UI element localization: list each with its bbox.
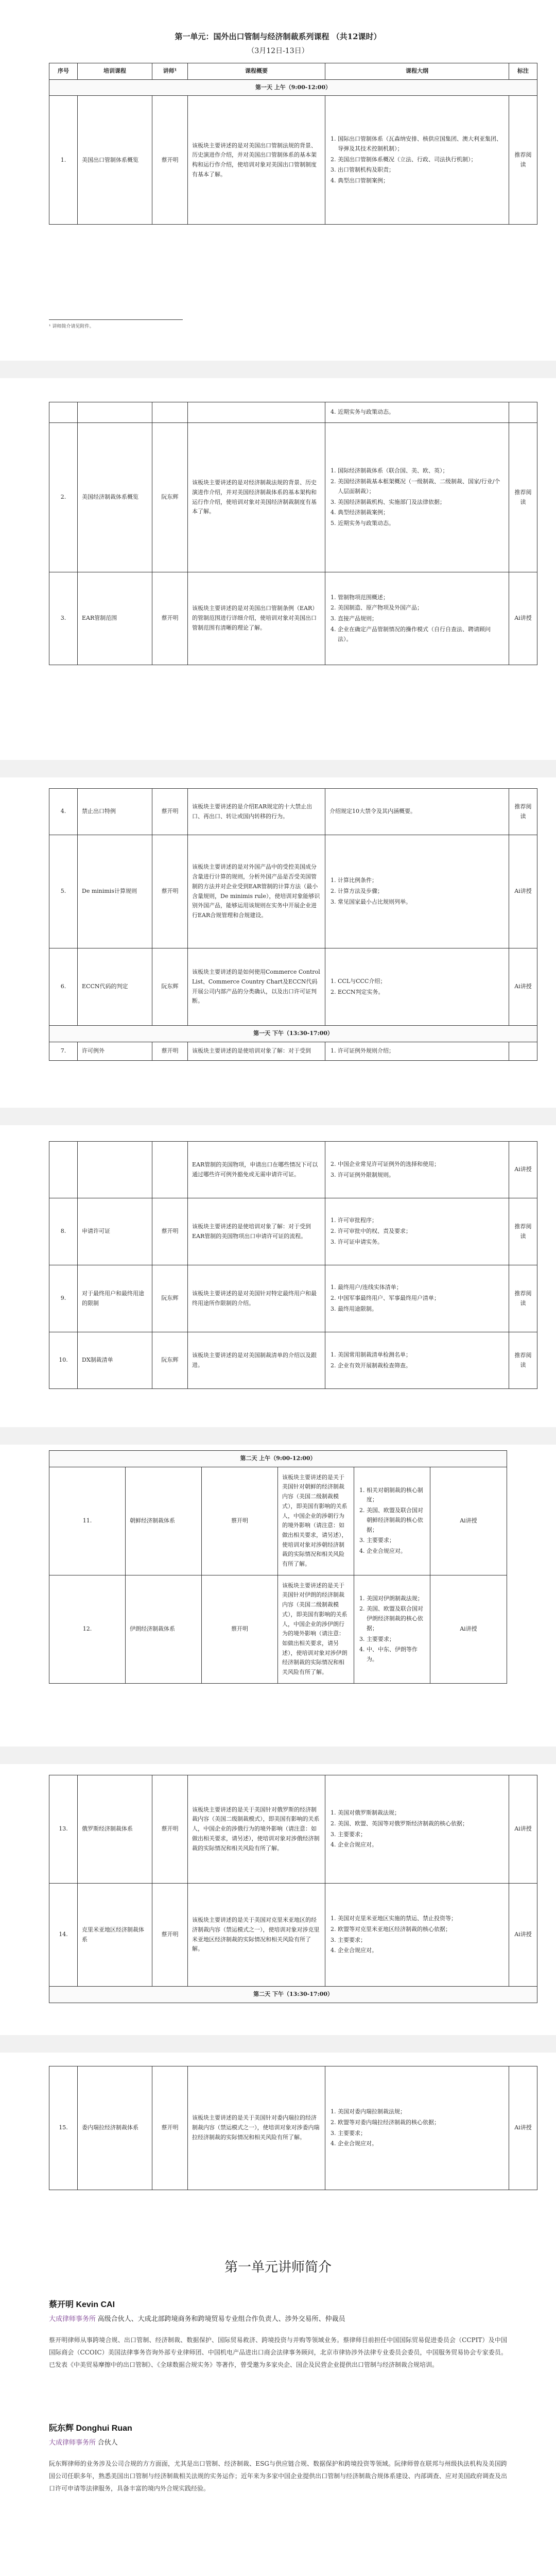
row-outline: [325, 1265, 509, 1332]
row-note: Ai讲授: [509, 835, 537, 948]
table-row: [49, 1775, 537, 1884]
outline-item: 3. 直接产品规则；: [338, 614, 505, 624]
outline-item: 2. 许可审批中的权、责及要求；: [338, 1227, 505, 1236]
page-break: [0, 760, 556, 777]
row-trainer: 蔡开明: [201, 1467, 277, 1575]
col-header-trainer: 讲师¹: [152, 63, 188, 80]
row-summary: 该板块主要讲述的是对外国产品中的受控美国成分含量进行计算的规则，分析外国产品是否受美国管制的方法并对企业受到EAR管制的计算方法（最小含量规则，De minimis rule），使培训对象能够识别外国产品，能够运用该规则在实务中开展企业进行EAR合规管理和合规建设。: [188, 835, 325, 948]
table-row: [49, 835, 537, 948]
row-no: 12.: [49, 1575, 126, 1683]
outline-item: 2. 欧盟等对委内瑞拉经济制裁的核心依据；: [338, 2118, 505, 2128]
row-course: 禁止出口特例: [78, 789, 152, 835]
row-course: [78, 402, 152, 423]
row-outline: [325, 835, 509, 948]
session-label: 第二天 上午（9:00-12:00）: [49, 1451, 507, 1467]
schedule-table-part-3: [49, 788, 537, 1061]
page-break: [0, 2035, 556, 2053]
row-note: [509, 1042, 537, 1060]
row-no: 2.: [49, 423, 78, 572]
outline-item: 1. 相关对朝制裁的核心制度；: [367, 1486, 426, 1505]
row-outline: [325, 1332, 509, 1389]
outline-item: 3. 许可证例外限制规则。: [338, 1171, 505, 1180]
outline-item: 3. 主要要求；: [338, 2129, 505, 2139]
page-break: [0, 1747, 556, 1764]
row-no: 11.: [49, 1467, 126, 1575]
page-dates: （3月12日-13日）: [247, 47, 309, 55]
row-note: 推荐阅读: [509, 423, 537, 572]
session-label: 第一天 下午（13:30-17:00）: [49, 1026, 537, 1042]
row-outline: [325, 2066, 509, 2190]
outline-item: 2. 企业有效开展制裁检查筛查。: [338, 1361, 505, 1371]
outline-item: 1. 美国对伊朗制裁法规；: [367, 1594, 426, 1604]
outline-item: 3. 主要要求；: [367, 1536, 426, 1546]
table-row: [49, 572, 537, 665]
row-course: ECCN代码的判定: [78, 948, 152, 1026]
footnote-rule: [49, 319, 183, 320]
row-summary: 该板块主要讲述的是关于美国针对伊朗的经济制裁内容（美国二级制裁模式），即美国有影响的关系人，中国企业的涉伊朗行为的境外影响（请注意：如做出相关要求，请另述），使培训对象对涉伊朗经济制裁的实际情况和相关风险有所了解。: [277, 1575, 354, 1683]
lecturer-role: [49, 2313, 507, 2323]
row-summary: EAR管制的美国物项，申请出口在哪些情况下可以通过哪些许可例外豁免或无需申请许可证。: [188, 1142, 325, 1198]
outline-item: 2. 美国、欧盟及联合国对朝鲜经济制裁的核心依据；: [367, 1506, 426, 1535]
table-row: [49, 1332, 537, 1389]
row-summary: 该板块主要讲述的是对美国针对特定最终用户和最终用途所作限制的介绍。: [188, 1265, 325, 1332]
outline-item: 2. 美国、欧盟及联合国对伊朗经济制裁的核心依据；: [367, 1604, 426, 1633]
lecturer-title: 合伙人: [97, 2438, 118, 2446]
row-no: 1.: [49, 96, 78, 225]
row-no: 15.: [49, 2066, 78, 2190]
row-no: 14.: [49, 1884, 78, 1987]
row-no: 9.: [49, 1265, 78, 1332]
outline-item: 1. 管制物项范围概述；: [338, 593, 505, 603]
col-header-no: 序号: [49, 63, 78, 80]
row-course: De minimis计算规则: [78, 835, 152, 948]
session-row: [49, 1451, 507, 1467]
row-trainer: 蔡开明: [201, 1575, 277, 1683]
row-trainer: 蔡开明: [152, 1775, 188, 1884]
row-summary: 该板块主要讲述的是介绍EAR规定的十大禁止出口、再出口、转让或国内转移的行为。: [188, 789, 325, 835]
row-no: 4.: [49, 789, 78, 835]
session-row: [49, 1987, 537, 2003]
row-note: Ai讲授: [509, 1775, 537, 1884]
row-outline: [325, 1198, 509, 1265]
lecturer-bio: 蔡开明律师从事跨境合规、出口管制、经济制裁、数据保护、国际贸易救济、跨境投资与并购等领域业务。蔡律师目前担任中国国际贸易促进委员会（CCPIT）及中国国际商会（CCOIC）美国法律事务咨询外部专业律师团、中国机电产品进出口商会法律事务顾问，北京市律协涉外法律专业委员会委员，中国服务贸易协会专家委员。已发表《中美贸易摩擦中的出口管制》、《全球数据合规实务》等著作，曾受邀为多家央企、国企及民营企业提供出口管制与经济制裁合规培训。: [49, 2336, 507, 2368]
session-row: [49, 79, 537, 96]
table-row: [49, 1142, 537, 1198]
col-header-summary: 课程概要: [188, 63, 325, 80]
lecturer-firm: 大成律师事务所: [49, 2438, 96, 2446]
row-outline: 介绍规定10大禁令及其内涵概要。: [325, 789, 509, 835]
table-header-row: [49, 63, 537, 80]
lecturer-firm: 大成律师事务所: [49, 2315, 96, 2323]
session-label: 第二天 下午（13:30-17:00）: [49, 1987, 537, 2003]
row-summary: 该板块主要讲述的是对美国制裁清单的介绍以及跟进。: [188, 1332, 325, 1389]
row-no: 10.: [49, 1332, 78, 1389]
outline-item: 2. 美国出口管制体系概况（立法、行政、司法执行机制）；: [338, 155, 505, 165]
outline-item: 1. 美国对克里米亚地区实施的禁运、禁止投资等；: [338, 1914, 505, 1924]
col-header-outline: 课程大纲: [325, 63, 509, 80]
lecturer-section-heading: 第一单元讲师简介: [224, 2259, 332, 2275]
outline-item: 3. 主要要求；: [338, 1830, 505, 1840]
row-note: 推荐阅读: [509, 96, 537, 225]
row-outline: [325, 572, 509, 665]
row-course: 美国经济制裁体系概览: [78, 423, 152, 572]
row-note: Ai讲授: [509, 572, 537, 665]
outline-item: 3. 主要要求；: [338, 1936, 505, 1945]
row-summary: 该板块主要讲述的是使培训对象了解：对于受到EAR管制的美国物项出口申请许可证的流程。: [188, 1198, 325, 1265]
row-trainer: 蔡开明: [152, 835, 188, 948]
row-summary: [188, 402, 325, 423]
row-summary: 该板块主要讲述的是使培训对象了解：对于受到: [188, 1042, 325, 1060]
row-course: 美国出口管制体系概览: [78, 96, 152, 225]
row-course: 对于最终用户和最终用途的限制: [78, 1265, 152, 1332]
row-trainer: 阮东辉: [152, 1332, 188, 1389]
row-note: 推荐阅读: [509, 1198, 537, 1265]
row-note: Ai讲授: [430, 1467, 507, 1575]
row-trainer: [152, 1142, 188, 1198]
row-course: 申请许可证: [78, 1198, 152, 1265]
table-row: [49, 789, 537, 835]
outline-item: 3. 许可证申请实务。: [338, 1238, 505, 1247]
col-header-note: 标注: [509, 63, 537, 80]
outline-item: 4. 企业在确定产品管制情况的操作模式（自行自查法、聘请顾问法）。: [338, 625, 505, 644]
lecturer-name: 阮东辉 Donghui Ruan: [49, 2424, 132, 2433]
row-no: [49, 402, 78, 423]
outline-item: 2. 中国军事最终用户、军事最终用户清单；: [338, 1294, 505, 1303]
row-note: Ai讲授: [509, 948, 537, 1026]
table-row: [49, 1467, 507, 1575]
row-trainer: 蔡开明: [152, 572, 188, 665]
row-no: [49, 1142, 78, 1198]
row-no: 6.: [49, 948, 78, 1026]
row-summary: 该板块主要讲述的是关于美国针对委内瑞拉的经济制裁内容（禁运模式之一），使培训对象对涉委内瑞拉经济制裁的实际情况和相关风险有所了解。: [188, 2066, 325, 2190]
outline-item: 1. 计算比例条件；: [338, 876, 505, 886]
outline-item: 1. 许可证例外规则介绍；: [338, 1046, 505, 1056]
outline-item: 2. ECCN判定实务。: [338, 988, 505, 997]
row-summary: 该板块主要讲述的是对美国出口管制条例（EAR）的管制范围进行详细介绍，使培训对象对美国出口管制范围有清晰的理论了解。: [188, 572, 325, 665]
page-break: [0, 361, 556, 378]
outline-item: 2. 美国、欧盟、英国等对俄罗斯经济制裁的核心依据；: [338, 1819, 505, 1829]
row-summary: 该板块主要讲述的是关于美国针对朝鲜的经济制裁内容（美国二级制裁模式），即美国有影响的关系人，中国企业的涉朝行为的境外影响（请注意：如做出相关要求，请另述），使培训对象对涉朝经济制裁的实际情况和相关风险有所了解。: [277, 1467, 354, 1575]
outline-item: 4. 近期实务与政策动态。: [338, 408, 505, 417]
table-row: [49, 2066, 537, 2190]
lecturer-name: 蔡开明 Kevin CAI: [49, 2300, 115, 2309]
outline-item: 3. 出口管制机构及职责；: [338, 165, 505, 175]
outline-item: 3. 主要要求；: [367, 1635, 426, 1645]
outline-item: 2. 计算方法及步骤；: [338, 887, 505, 896]
row-course: DX制裁清单: [78, 1332, 152, 1389]
row-note: Ai讲授: [509, 2066, 537, 2190]
outline-item: 2. 美国经济制裁基本框架概况（一级制裁、二级制裁、国家/行业/个人层面制裁）；: [338, 477, 505, 496]
table-row: [49, 96, 537, 225]
row-course: 克里米亚地区经济制裁体系: [78, 1884, 152, 1987]
session-label: 第一天 上午（9:00-12:00）: [49, 79, 537, 96]
schedule-table-part-4: [49, 1141, 537, 1389]
row-summary: 该板块主要讲述的是对美国出口管制法规的背景、历史演进作介绍，并对美国出口管制体系的基本架构和运行作介绍，使培训对象对美国出口管制制度有基本了解。: [188, 96, 325, 225]
row-trainer: 阮东辉: [152, 948, 188, 1026]
schedule-table-part-1: [49, 63, 537, 225]
row-outline: [325, 948, 509, 1026]
row-note: Ai讲授: [430, 1575, 507, 1683]
row-outline: [354, 1467, 430, 1575]
footnote: ¹ 讲师简介请见附件。: [49, 324, 94, 329]
outline-item: 1. 国际经济制裁体系（联合国、美、欧、英）；: [338, 466, 505, 476]
row-course: 许可例外: [78, 1042, 152, 1060]
lecturer-role: [49, 2437, 507, 2447]
row-outline: [325, 1142, 509, 1198]
outline-item: 3. 最终用途限制。: [338, 1304, 505, 1314]
page-break: [0, 1108, 556, 1125]
lecturer-title: 高级合伙人、大成北部跨境商务和跨境贸易专业组合作负责人、涉外交易所、仲裁员: [97, 2315, 345, 2323]
schedule-table-part-6: [49, 1775, 537, 2003]
schedule-table-part-2: [49, 402, 537, 665]
row-outline: [325, 1884, 509, 1987]
row-outline: [325, 1775, 509, 1884]
row-trainer: 蔡开明: [152, 1884, 188, 1987]
row-course: 委内瑞拉经济制裁体系: [78, 2066, 152, 2190]
table-row: [49, 423, 537, 572]
row-outline: [325, 423, 509, 572]
outline-item: 2. 美国制造、原产物项及外国产品；: [338, 603, 505, 613]
outline-item: 1. 美国对委内瑞拉制裁法规；: [338, 2107, 505, 2117]
row-note: [509, 402, 537, 423]
schedule-table-part-5: [49, 1450, 507, 1684]
row-course: [78, 1142, 152, 1198]
session-row: [49, 1026, 537, 1042]
row-outline: [354, 1575, 430, 1683]
row-summary: 该板块主要讲述的是对经济制裁法规的背景、历史演进作介绍，并对美国经济制裁体系的基本架构和运行作介绍，使培训对象对美国经济制裁制度有基本了解。: [188, 423, 325, 572]
table-row: [49, 1042, 537, 1060]
row-note: 推荐阅读: [509, 789, 537, 835]
row-trainer: [152, 402, 188, 423]
outline-item: 4. 企业合规应对。: [338, 1840, 505, 1850]
outline-item: 4. 企业合规应对。: [338, 1946, 505, 1956]
row-course: 朝鲜经济制裁体系: [125, 1467, 201, 1575]
row-course: 俄罗斯经济制裁体系: [78, 1775, 152, 1884]
outline-item: 1. 美国对俄罗斯制裁法规；: [338, 1808, 505, 1818]
page-break: [0, 1427, 556, 1445]
table-row: [49, 1884, 537, 1987]
row-note: 推荐阅读: [509, 1332, 537, 1389]
outline-item: 4. 企业合规应对。: [338, 2139, 505, 2149]
table-row: [49, 1575, 507, 1683]
outline-item: 1. 国际出口管制体系（瓦森纳安排、核供应国集团、澳大利亚集团、导弹及其技术控制机制）；: [338, 134, 505, 154]
table-row: [49, 948, 537, 1026]
row-note: Ai讲授: [509, 1884, 537, 1987]
row-trainer: 蔡开明: [152, 96, 188, 225]
table-row: [49, 1265, 537, 1332]
row-course: 伊朗经济制裁体系: [125, 1575, 201, 1683]
row-summary: 该板块主要讲述的是关于美国针对俄罗斯的经济制裁内容（美国二级制裁模式），即美国有影响的关系人，中国企业的涉俄行为的境外影响（请注意：如做出相关要求，请另述），使培训对象对涉俄经济制裁的实际情况和相关风险有所了解。: [188, 1775, 325, 1884]
outline-item: 5. 近期实务与政策动态。: [338, 519, 505, 529]
lecturer-bio: 阮东辉律师的业务涉及公司合规的方方面面，尤其是出口管制、经济制裁、ESG与供应链合规、数据保护和跨境投资等领域。阮律师曾在联邦与州级执法机构及美国跨国公司任职多年，熟悉美国出口管制与经济制裁相关法规的实务运作；近年来为多家中国企业提供出口管制与经济制裁合规体系建设、内部调查、应对美国政府调查及出口许可申请等法律服务，具备丰富的境内外合规实践经验。: [49, 2460, 507, 2492]
outline-item: 1. 美国常用制裁清单检测名单；: [338, 1350, 505, 1360]
row-outline: [325, 402, 509, 423]
outline-item: 4. 中、中东、伊朗等作为。: [367, 1645, 426, 1664]
row-no: 5.: [49, 835, 78, 948]
outline-item: 1. CCL与CCC介绍；: [338, 977, 505, 987]
row-trainer: 蔡开明: [152, 1042, 188, 1060]
row-no: 13.: [49, 1775, 78, 1884]
row-note: Ai讲授: [509, 1142, 537, 1198]
row-trainer: 蔡开明: [152, 1198, 188, 1265]
outline-item: 1. 许可审批程序；: [338, 1216, 505, 1226]
row-summary: 该板块主要讲述的是关于美国对克里米亚地区的经济制裁内容（禁运模式之一），使培训对象对涉克里米亚地区经济制裁的实际情况和相关风险有所了解。: [188, 1884, 325, 1987]
page-title: 第一单元：国外出口管制与经济制裁系列课程 （共12课时）: [175, 32, 381, 41]
table-row: [49, 1198, 537, 1265]
outline-item: 4. 典型出口管制案例；: [338, 176, 505, 186]
col-header-course: 培训课程: [78, 63, 152, 80]
outline-item: 4. 企业合规应对。: [367, 1547, 426, 1556]
row-no: 3.: [49, 572, 78, 665]
row-trainer: 阮东辉: [152, 1265, 188, 1332]
outline-item: 3. 常见国家最小占比规则列举。: [338, 897, 505, 907]
row-trainer: 蔡开明: [152, 2066, 188, 2190]
row-trainer: 阮东辉: [152, 423, 188, 572]
row-outline: [325, 1042, 509, 1060]
outline-item: 3. 美国经济制裁机构、实施部门及法律依据；: [338, 498, 505, 507]
outline-item: 1. 最终用户/连线实体清单；: [338, 1283, 505, 1293]
outline-item: 2. 欧盟等对克里米亚地区经济制裁的核心依据；: [338, 1925, 505, 1935]
row-course: EAR管制范围: [78, 572, 152, 665]
row-no: 7.: [49, 1042, 78, 1060]
row-note: 推荐阅读: [509, 1265, 537, 1332]
outline-item: 4. 典型经济制裁案例；: [338, 508, 505, 518]
outline-item: 2. 中国企业常见许可证例外的选择和使用；: [338, 1160, 505, 1170]
row-outline: [325, 96, 509, 225]
row-summary: 该板块主要讲述的是如何使用Commerce Control List、Commerce Country Chart及ECCN代码开展公司内部产品的分类确认，以及出口许可证判断。: [188, 948, 325, 1026]
row-trainer: 蔡开明: [152, 789, 188, 835]
table-row: [49, 402, 537, 423]
schedule-table-part-7: [49, 2066, 537, 2190]
row-no: 8.: [49, 1198, 78, 1265]
